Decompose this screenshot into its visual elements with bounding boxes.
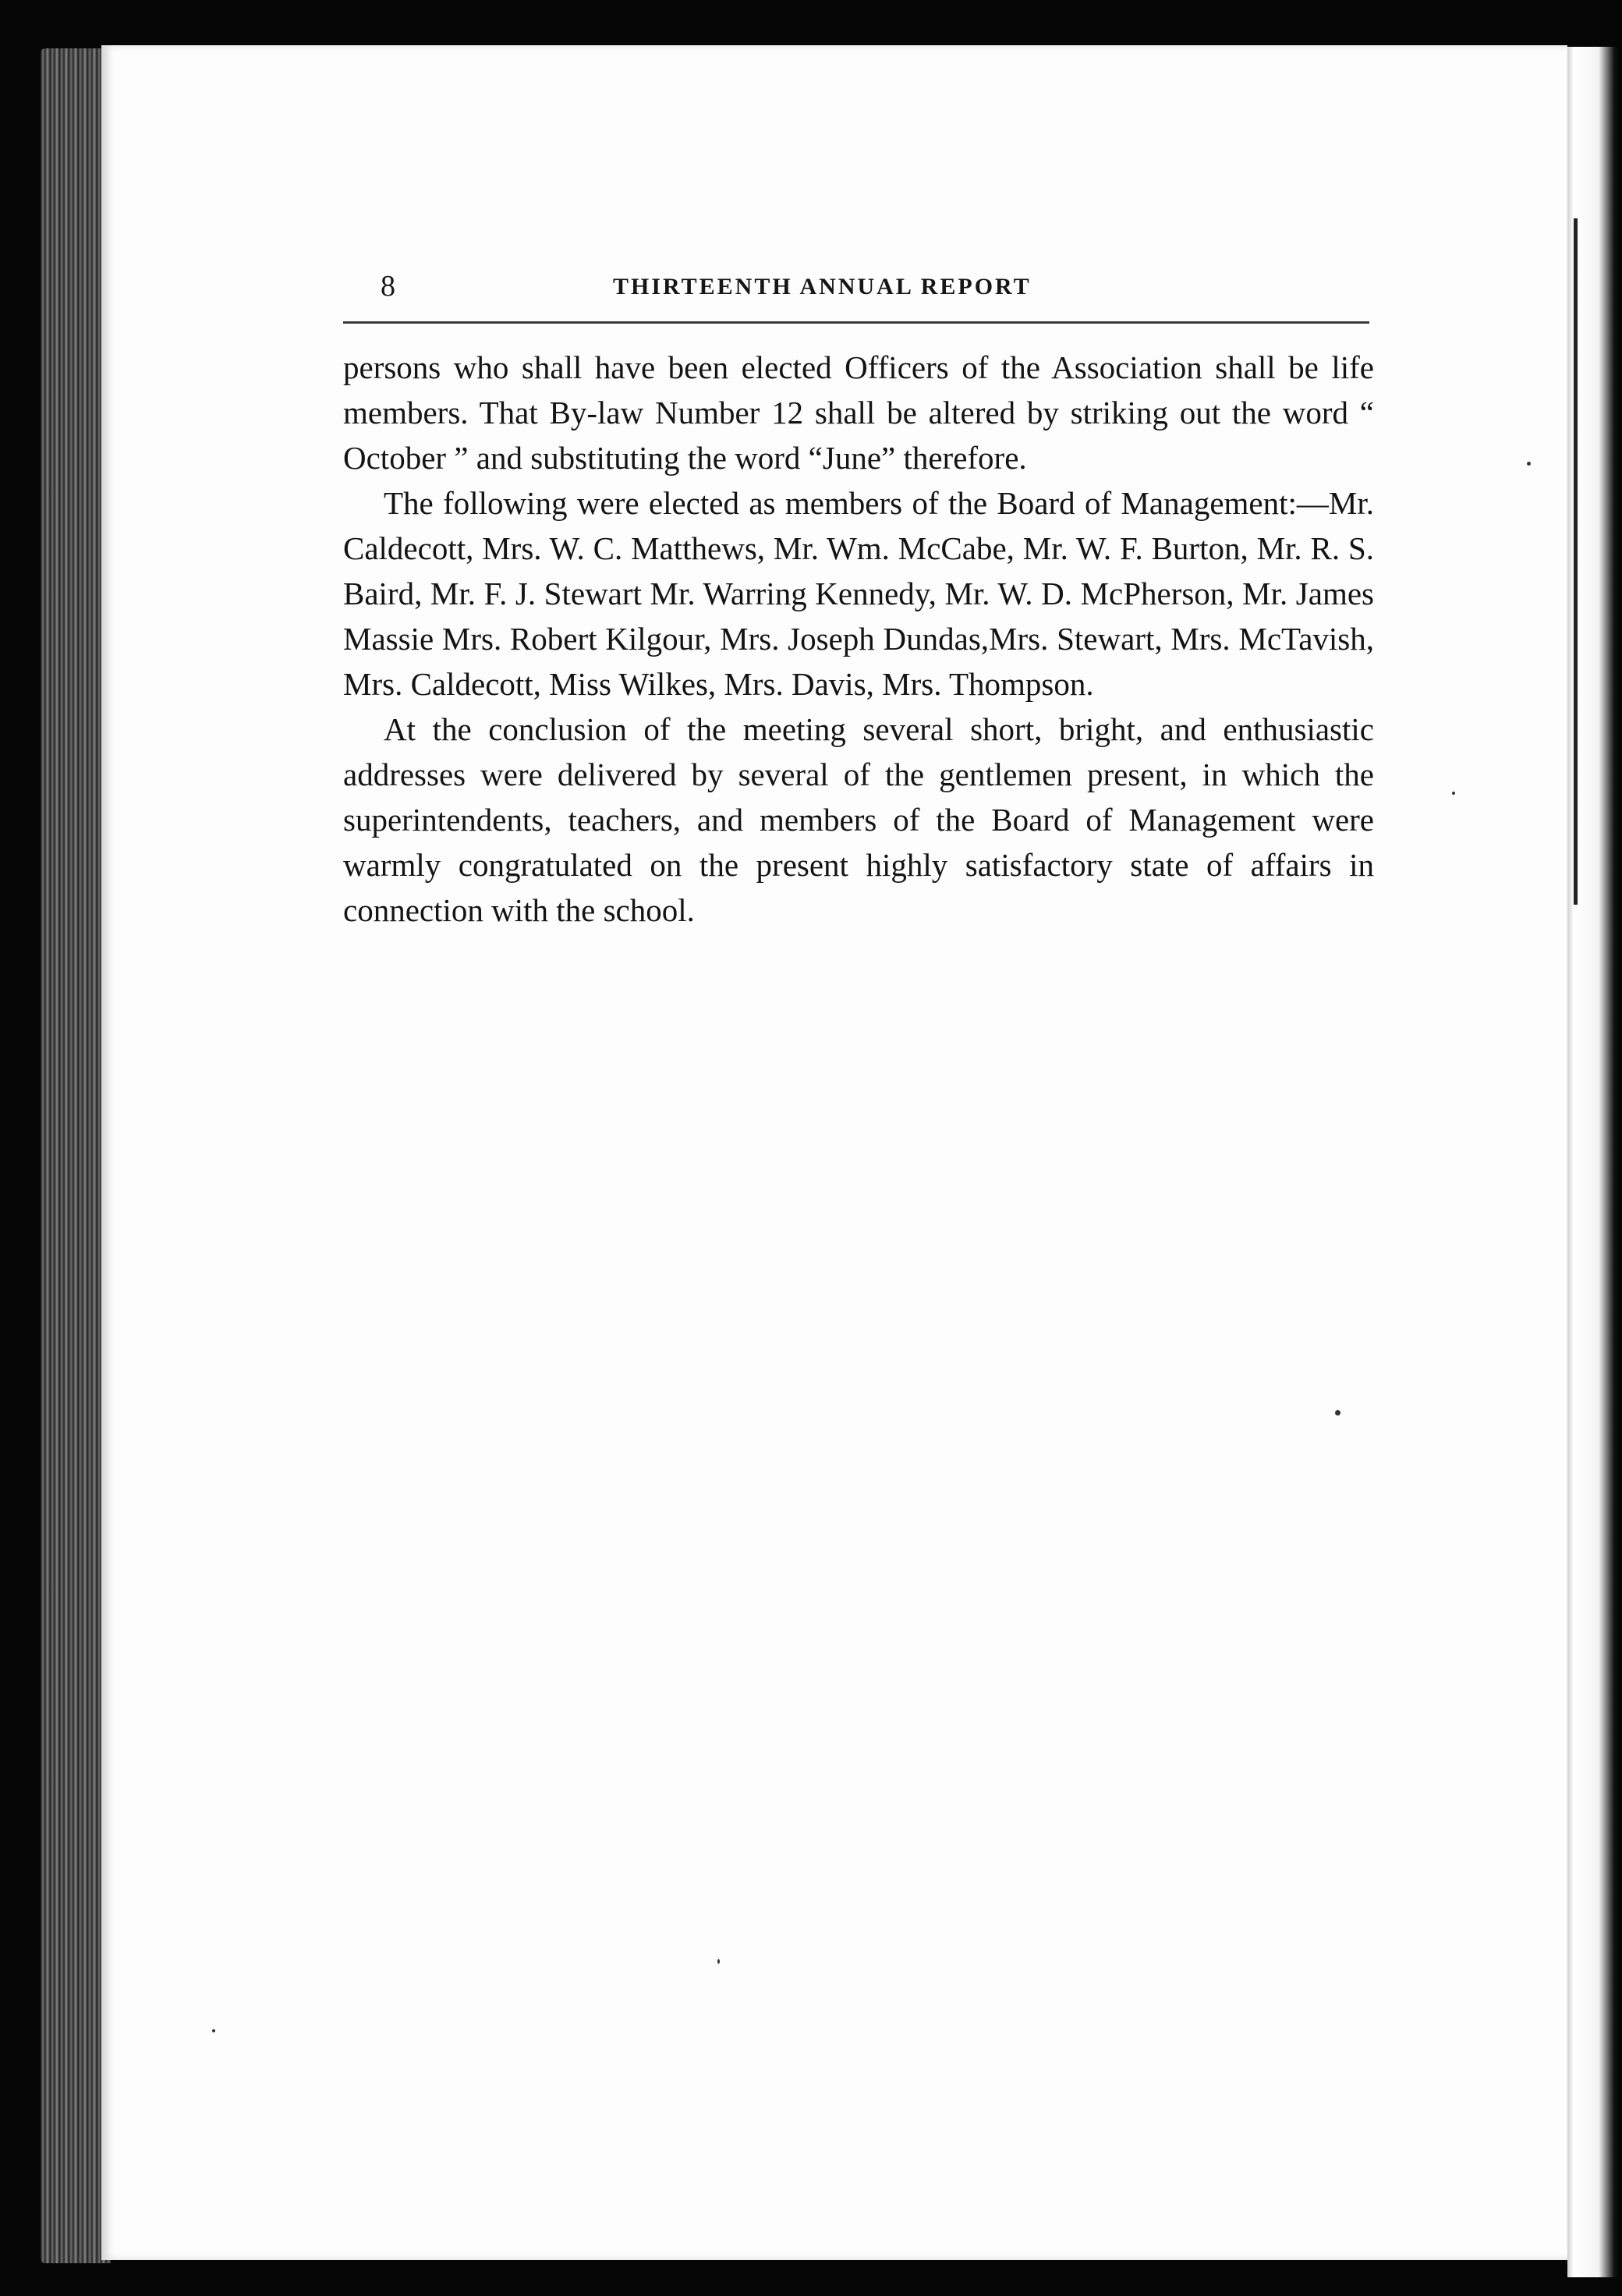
facing-page-edge	[1567, 47, 1622, 2277]
page-number: 8	[381, 270, 395, 303]
header-rule	[343, 321, 1369, 324]
paragraph-conclusion: At the conclusion of the meeting several short, bright, and enthusiastic addresses were delivered by several of the gentlemen present, in which the superintendents, teachers, and members of the Board of Management were warmly congratulated on the present highly satisfactory state of affairs in connection with the school.	[343, 711, 1374, 928]
scan-speck	[1452, 792, 1455, 795]
body-text	[343, 345, 1374, 933]
page-header	[343, 269, 1372, 316]
running-head: THIRTEENTH ANNUAL REPORT	[613, 274, 1032, 299]
scan-speck	[1527, 462, 1531, 466]
paragraph-bylaws: persons who shall have been elected Officers of the Association shall be life members. That By-law Number 12 shall be altered by striking out the word “ October ” and substituting the word “June” therefore.	[343, 349, 1374, 476]
scan-speck	[212, 2029, 215, 2032]
gutter-shadow	[1574, 218, 1578, 905]
book-page-edges	[41, 48, 111, 2263]
scan-speck	[1335, 1410, 1340, 1416]
paragraph-board-election: The following were elected as members of the Board of Management:—Mr. Caldecott, Mrs. W. C. Matthews, Mr. Wm. McCabe, Mr. W. F. Burton, Mr. R. S. Baird, Mr. F. J. Stewart Mr. Warring Kennedy, Mr. W. D. McPherson, Mr. James Massie Mrs. Robert Kilgour, Mrs. Joseph Dundas,Mrs. Stewart, Mrs. McTavish, Mrs. Caldecott, Miss Wilkes, Mrs. Davis, Mrs. Thompson.	[343, 485, 1374, 702]
scan-speck	[717, 1959, 720, 1964]
